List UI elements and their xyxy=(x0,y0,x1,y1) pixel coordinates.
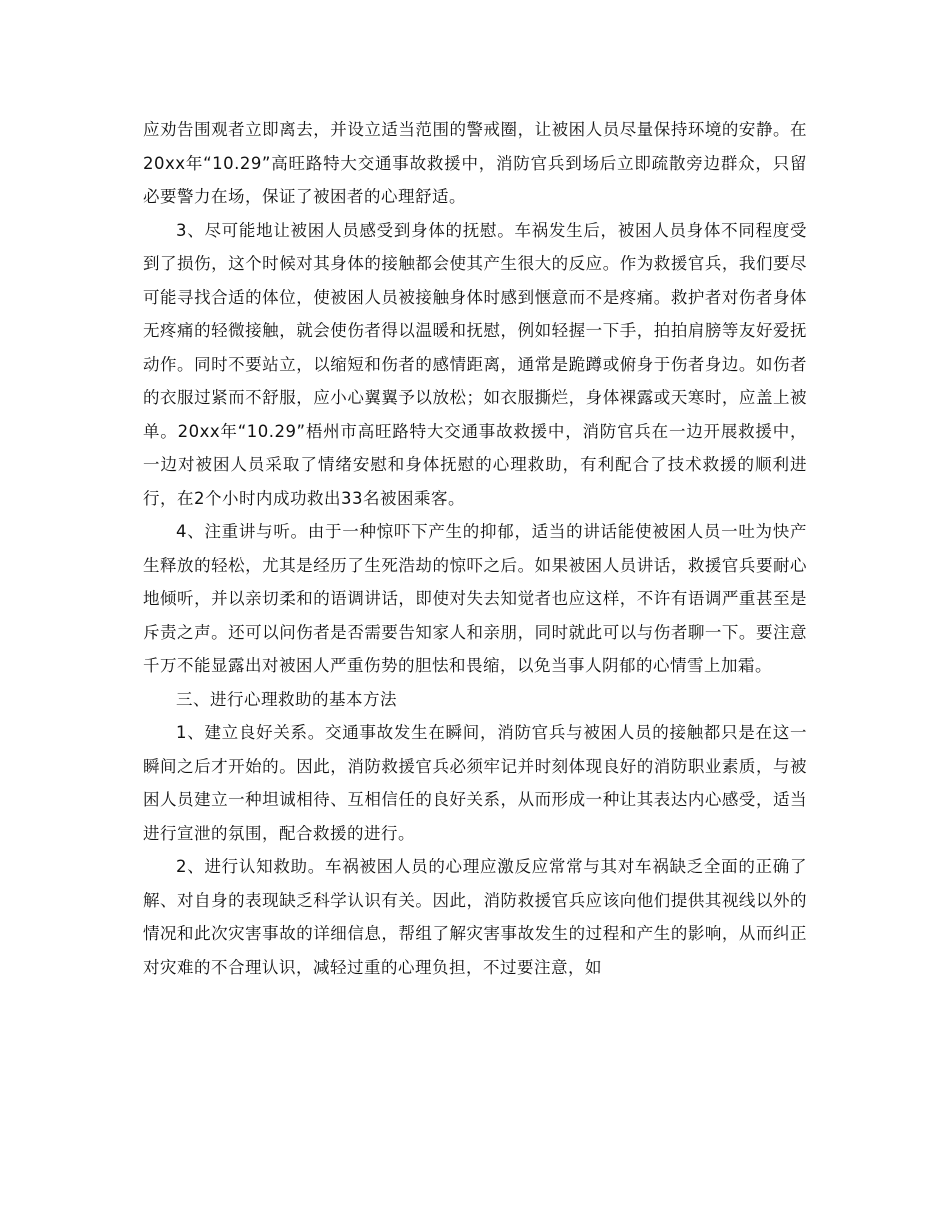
document-body xyxy=(143,113,807,984)
paragraph-item-4: 4、注重讲与听。由于一种惊吓下产生的抑郁，适当的讲话能使被困人员一吐为快产生释放的轻松，尤其是经历了生死浩劫的惊吓之后。如果被困人员讲话，救援官兵要耐心地倾听，并以亲切柔和的语调讲话，即使对失去知觉者也应这样，不许有语调严重甚至是斥责之声。还可以问伤者是否需要告知家人和亲朋，同时就此可以与伤者聊一下。要注意千万不能显露出对被困人严重伤势的胆怯和畏缩，以免当事人阴郁的心情雪上加霜。 xyxy=(143,522,807,675)
paragraph-continuation: 应劝告围观者立即离去，并设立适当范围的警戒圈，让被困人员尽量保持环境的安静。在20xx年“10.29”高旺路特大交通事故救援中，消防官兵到场后立即疏散旁边群众，只留必要警力在场，保证了被困者的心理舒适。 xyxy=(143,120,807,206)
paragraph-item-3: 3、尽可能地让被困人员感受到身体的抚慰。车祸发生后，被困人员身体不同程度受到了损伤，这个时候对其身体的接触都会使其产生很大的反应。作为救援官兵，我们要尽可能寻找合适的体位，使被困人员被接触身体时感到惬意而不是疼痛。救护者对伤者身体无疼痛的轻微接触，就会使伤者得以温暖和抚慰，例如轻握一下手，拍拍肩膀等友好爱抚动作。同时不要站立，以缩短和伤者的感情距离，通常是跪蹲或俯身于伤者身边。如伤者的衣服过紧而不舒服，应小心翼翼予以放松；如衣服撕烂，身体裸露或天寒时，应盖上被单。20xx年“10.29”梧州市高旺路特大交通事故救援中，消防官兵在一边开展救援中，一边对被困人员采取了情绪安慰和身体抚慰的心理救助，有利配合了技术救援的顺利进行，在2个小时内成功救出33名被困乘客。 xyxy=(143,220,807,508)
paragraph-method-2: 2、进行认知救助。车祸被困人员的心理应激反应常常与其对车祸缺乏全面的正确了解、对自身的表现缺乏科学认识有关。因此，消防救援官兵应该向他们提供其视线以外的情况和此次灾害事故的详细信息，帮组了解灾害事故发生的过程和产生的影响，从而纠正对灾难的不合理认识，减轻过重的心理负担，不过要注意，如 xyxy=(143,857,807,977)
paragraph-method-1: 1、建立良好关系。交通事故发生在瞬间，消防官兵与被困人员的接触都只是在这一瞬间之后才开始的。因此，消防救援官兵必须牢记并时刻体现良好的消防职业素质，与被困人员建立一种坦诚相待、互相信任的良好关系，从而形成一种让其表达内心感受，适当进行宣泄的氛围，配合救援的进行。 xyxy=(143,723,807,843)
section-heading-3: 三、进行心理救助的基本方法 xyxy=(176,689,397,709)
